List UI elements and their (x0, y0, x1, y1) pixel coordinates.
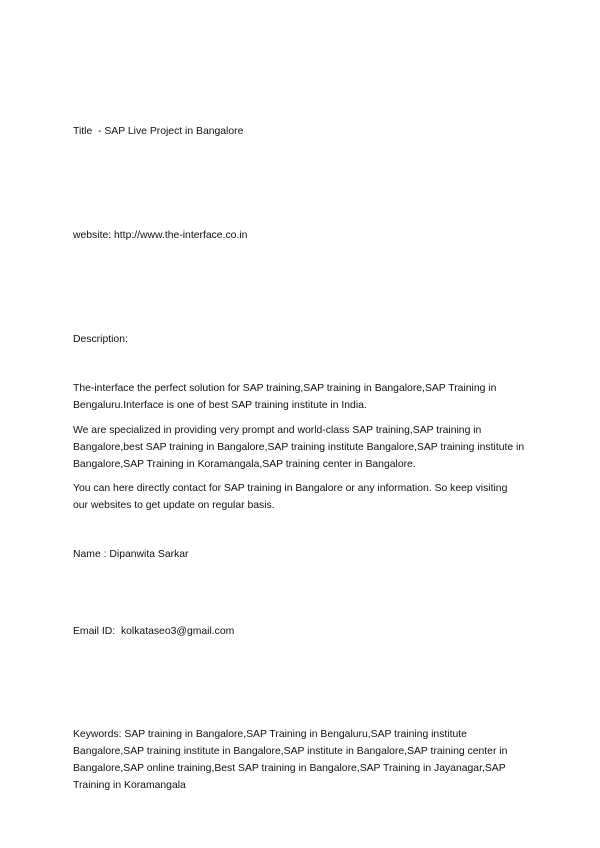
description-label: Description: (73, 334, 128, 345)
description-paragraph-2: We are specialized in providing very prompt and world-class SAP training,SAP training in Bangalore,best SAP training in Bangalore,SAP training institute Bangalore,SAP training institute in Bangalore,SAP Training in Koramangala,SAP training center in Bangalore. (73, 425, 525, 470)
title-label: Title (73, 126, 93, 137)
title-value: - SAP Live Project in Bangalore (98, 126, 244, 137)
title-line (73, 123, 533, 140)
email-value: kolkataseo3@gmail.com (120, 626, 235, 637)
website-value: http://www.the-interface.co.in (114, 230, 248, 241)
description-paragraph-3: You can here directly contact for SAP training in Bangalore or any information. So keep visiting our websites to get update on regular basis. (73, 483, 508, 511)
name-label: Name : (73, 549, 107, 560)
name-line (73, 546, 533, 563)
keywords-value: SAP training in Bangalore,SAP Training in Bengaluru,SAP training institute Bangalore,SAP training institute in Bangalore,SAP institute in Bangalore,SAP training center in Bangalore,SAP online training,Best SAP training in Bangalore,SAP Training in Jayanagar,SAP Training in Koramangala (73, 729, 508, 791)
email-line (73, 623, 533, 640)
keywords-label: Keywords: (73, 729, 122, 740)
website-line (73, 227, 533, 244)
email-label: Email ID: (73, 626, 116, 637)
name-value: Dipanwita Sarkar (109, 549, 189, 560)
website-label: website: (73, 230, 112, 241)
keywords-paragraph (73, 726, 533, 794)
description-paragraph-1: The-interface the perfect solution for SAP training,SAP training in Bangalore,SAP Training in Bengaluru.Interface is one of best SAP training institute in India. (73, 383, 497, 411)
